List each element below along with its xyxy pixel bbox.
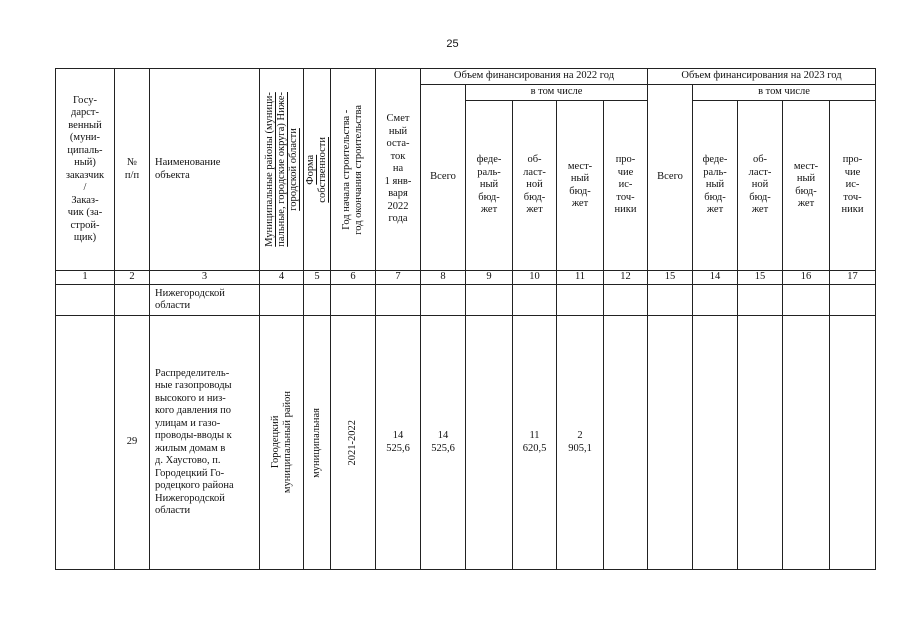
column-number: 15 [648,271,693,285]
header-years: Год начала строительства - год окончания строительства [331,69,376,271]
cell-2023-regional [738,316,783,570]
cell-object-name: Распределитель- ные газопроводы высокого и низ- кого давления по улицам и газо- проводы-вводы к жилым домам в д. Хаустово, п. Городецкий Го- родецкого района Нижегородской области [150,316,260,570]
cell-remaining-cost: 14 525,6 [376,316,421,570]
cell-2022-other [604,316,648,570]
cell-district: Городецкий муниципальный район [260,316,304,570]
header-2023-total: Всего [648,85,693,271]
column-number: 3 [150,271,260,285]
cell-2023-local [783,316,830,570]
column-number: 5 [304,271,331,285]
cell-number: 29 [115,316,150,570]
column-number: 4 [260,271,304,285]
column-number: 2 [115,271,150,285]
header-remaining-cost: Смет ный оста- ток на 1 янв- варя 2022 года [376,69,421,271]
column-number: 12 [604,271,648,285]
page-number: 25 [446,38,459,50]
header-object-name: Наименование объекта [150,69,260,271]
header-2023-other: про- чие ис- точ- ники [830,101,876,271]
header-2022-total: Всего [421,85,466,271]
column-number: 17 [830,271,876,285]
column-number: 16 [783,271,830,285]
cell-2022-total: 14 525,6 [421,316,466,570]
column-number: 15 [738,271,783,285]
column-number: 14 [693,271,738,285]
header-funding-2023: Объем финансирования на 2023 год [648,69,876,85]
header-2022-federal: феде- раль- ный бюд- жет [466,101,513,271]
cell-2022-regional: 11 620,5 [513,316,557,570]
header-municipal-districts: Муниципальные районы (муници- пальные, городские округа) Ниже- городской области [260,69,304,271]
header-2023-local: мест- ный бюд- жет [783,101,830,271]
header-2023-federal: феде- раль- ный бюд- жет [693,101,738,271]
cell-2022-federal [466,316,513,570]
header-ownership: Форма собственности [304,69,331,271]
column-number: 1 [56,271,115,285]
header-2023-including: в том числе [693,85,876,101]
header-2022-regional: об- ласт- ной бюд- жет [513,101,557,271]
column-number: 6 [331,271,376,285]
continuation-object-name: Нижегородской области [150,285,260,316]
cell-2022-local: 2 905,1 [557,316,604,570]
cell-2023-other [830,316,876,570]
header-2022-local: мест- ный бюд- жет [557,101,604,271]
header-customer: Госу- дарст- венный (муни- ципаль- ный) заказчик / Заказ- чик (за- строй- щик) [56,69,115,271]
header-2023-regional: об- ласт- ной бюд- жет [738,101,783,271]
cell-2023-federal [693,316,738,570]
header-funding-2022: Объем финансирования на 2022 год [421,69,648,85]
cell-years: 2021-2022 [331,316,376,570]
column-number: 8 [421,271,466,285]
cell-customer [56,316,115,570]
continuation-row [56,285,876,316]
column-number: 11 [557,271,604,285]
header-2022-including: в том числе [466,85,648,101]
column-number: 9 [466,271,513,285]
header-2022-other: про- чие ис- точ- ники [604,101,648,271]
table-row [56,316,876,570]
cell-ownership: муниципальная [304,316,331,570]
column-number: 7 [376,271,421,285]
financing-table [55,68,876,570]
cell-2023-total [648,316,693,570]
column-number: 10 [513,271,557,285]
header-number: № п/п [115,69,150,271]
